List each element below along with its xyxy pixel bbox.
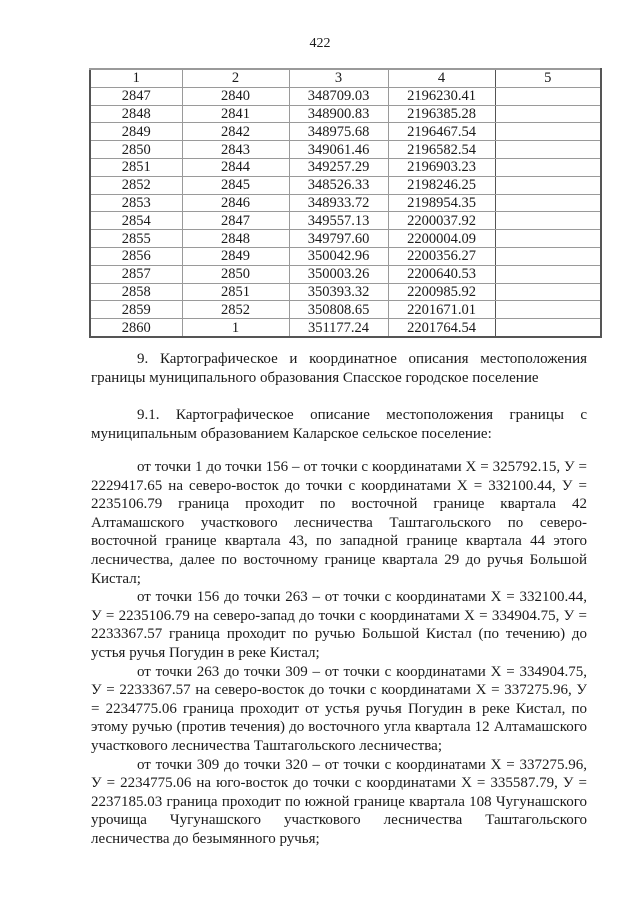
note-cell	[495, 105, 601, 123]
table-row	[90, 141, 601, 159]
note-cell	[495, 87, 601, 105]
x-coordinate-cell: 350393.32	[289, 283, 388, 301]
y-coordinate-cell: 2201671.01	[388, 301, 495, 319]
table-row	[90, 283, 601, 301]
x-coordinate-cell: 350808.65	[289, 301, 388, 319]
note-cell	[495, 283, 601, 301]
ref-number-cell: 2849	[182, 247, 289, 265]
boundary-paragraph: от точки 156 до точки 263 – от точки с координатами Х = 332100.44, У = 2235106.79 на северо-запад до точки с координатами Х = 334904.75, У = 2233367.57 граница проходит по ручью Большой Кистал (по течению) до устья ручья Погудин в реке Кистал;	[91, 589, 587, 661]
note-cell	[495, 194, 601, 212]
x-coordinate-cell: 348900.83	[289, 105, 388, 123]
x-coordinate-cell: 351177.24	[289, 319, 388, 337]
x-coordinate-cell: 348526.33	[289, 176, 388, 194]
y-coordinate-cell: 2198246.25	[388, 176, 495, 194]
table-row	[90, 319, 601, 337]
ref-number-cell: 2848	[182, 230, 289, 248]
y-coordinate-cell: 2198954.35	[388, 194, 495, 212]
y-coordinate-cell: 2200985.92	[388, 283, 495, 301]
section-9-1-text: 9.1. Картографическое описание местоположения границы с муниципальным образованием Каларское сельское поселение:	[91, 407, 587, 442]
point-number-cell: 2848	[90, 105, 182, 123]
point-number-cell: 2860	[90, 319, 182, 337]
x-coordinate-cell: 348933.72	[289, 194, 388, 212]
point-number-cell: 2853	[90, 194, 182, 212]
point-number-cell: 2858	[90, 283, 182, 301]
note-cell	[495, 212, 601, 230]
boundary-paragraph: от точки 1 до точки 156 – от точки с координатами Х = 325792.15, У = 2229417.65 на северо-восток до точки с координатами Х = 332100.44, У = 2235106.79 граница проходит по восточной границе квартала 42 Алтамашского участкового лесничества Таштагольского по северо-восточной границе квартала 43, по западной границе квартала 44 этого лесничества, далее по восточному границе квартала 29 до ручья Большой Кистал;	[91, 459, 587, 587]
x-coordinate-cell: 349557.13	[289, 212, 388, 230]
y-coordinate-cell: 2200356.27	[388, 247, 495, 265]
ref-number-cell: 2852	[182, 301, 289, 319]
section-9-text: 9. Картографическое и координатное описания местоположения границы муниципального образования Спасское городское поселение	[91, 351, 587, 386]
note-cell	[495, 247, 601, 265]
table-row	[90, 265, 601, 283]
y-coordinate-cell: 2200037.92	[388, 212, 495, 230]
table-row	[90, 212, 601, 230]
boundary-paragraph: от точки 309 до точки 320 – от точки с координатами Х = 337275.96, У = 2234775.06 на юго-восток до точки с координатами Х = 335587.79, У = 2237185.03 граница проходит по южной границе квартала 108 Чугунашского урочища Чугунашского участкового лесничества Таштагольского лесничества до безымянного ручья;	[91, 756, 587, 847]
table-row	[90, 194, 601, 212]
header-cell: 3	[289, 69, 388, 87]
point-number-cell: 2851	[90, 158, 182, 176]
note-cell	[495, 301, 601, 319]
ref-number-cell: 1	[182, 319, 289, 337]
ref-number-cell: 2844	[182, 158, 289, 176]
y-coordinate-cell: 2196385.28	[388, 105, 495, 123]
y-coordinate-cell: 2196467.54	[388, 123, 495, 141]
note-cell	[495, 319, 601, 337]
table-row	[90, 158, 601, 176]
y-coordinate-cell: 2196582.54	[388, 141, 495, 159]
x-coordinate-cell: 348975.68	[289, 123, 388, 141]
page-number: 422	[309, 36, 331, 51]
ref-number-cell: 2850	[182, 265, 289, 283]
table-row	[90, 301, 601, 319]
header-cell: 5	[495, 69, 601, 87]
ref-number-cell: 2842	[182, 123, 289, 141]
ref-number-cell: 2841	[182, 105, 289, 123]
table-row	[90, 176, 601, 194]
header-cell: 1	[90, 69, 182, 87]
table-row	[90, 247, 601, 265]
x-coordinate-cell: 350042.96	[289, 247, 388, 265]
y-coordinate-cell: 2201764.54	[388, 319, 495, 337]
table-row	[90, 123, 601, 141]
x-coordinate-cell: 349257.29	[289, 158, 388, 176]
x-coordinate-cell: 348709.03	[289, 87, 388, 105]
y-coordinate-cell: 2200640.53	[388, 265, 495, 283]
point-number-cell: 2854	[90, 212, 182, 230]
note-cell	[495, 141, 601, 159]
ref-number-cell: 2845	[182, 176, 289, 194]
point-number-cell: 2856	[90, 247, 182, 265]
header-cell: 2	[182, 69, 289, 87]
note-cell	[495, 230, 601, 248]
ref-number-cell: 2840	[182, 87, 289, 105]
point-number-cell: 2850	[90, 141, 182, 159]
ref-number-cell: 2851	[182, 283, 289, 301]
section-9-1-heading	[91, 406, 587, 443]
boundary-paragraph: от точки 263 до точки 309 – от точки с координатами Х = 334904.75, У = 2233367.57 на северо-восток до точки с координатами Х = 337275.96, У = 2234775.06 граница проходит от устья ручья Погудин в реке Кистал, по этому ручью (против течения) до восточного угла квартала 12 Алтамашского участкового лесничества Таштагольского лесничества;	[91, 663, 587, 754]
ref-number-cell: 2847	[182, 212, 289, 230]
x-coordinate-cell: 349797.60	[289, 230, 388, 248]
note-cell	[495, 123, 601, 141]
header-cell: 4	[388, 69, 495, 87]
section-9-heading	[91, 350, 587, 387]
x-coordinate-cell: 350003.26	[289, 265, 388, 283]
y-coordinate-cell: 2196903.23	[388, 158, 495, 176]
point-number-cell: 2849	[90, 123, 182, 141]
x-coordinate-cell: 349061.46	[289, 141, 388, 159]
table-row	[90, 230, 601, 248]
boundary-description	[91, 458, 587, 848]
note-cell	[495, 176, 601, 194]
ref-number-cell: 2846	[182, 194, 289, 212]
point-number-cell: 2859	[90, 301, 182, 319]
note-cell	[495, 265, 601, 283]
ref-number-cell: 2843	[182, 141, 289, 159]
note-cell	[495, 158, 601, 176]
y-coordinate-cell: 2196230.41	[388, 87, 495, 105]
y-coordinate-cell: 2200004.09	[388, 230, 495, 248]
point-number-cell: 2847	[90, 87, 182, 105]
table-header-row	[90, 69, 601, 87]
table-row	[90, 105, 601, 123]
table-row	[90, 87, 601, 105]
coordinates-table	[89, 68, 602, 338]
point-number-cell: 2855	[90, 230, 182, 248]
point-number-cell: 2857	[90, 265, 182, 283]
point-number-cell: 2852	[90, 176, 182, 194]
